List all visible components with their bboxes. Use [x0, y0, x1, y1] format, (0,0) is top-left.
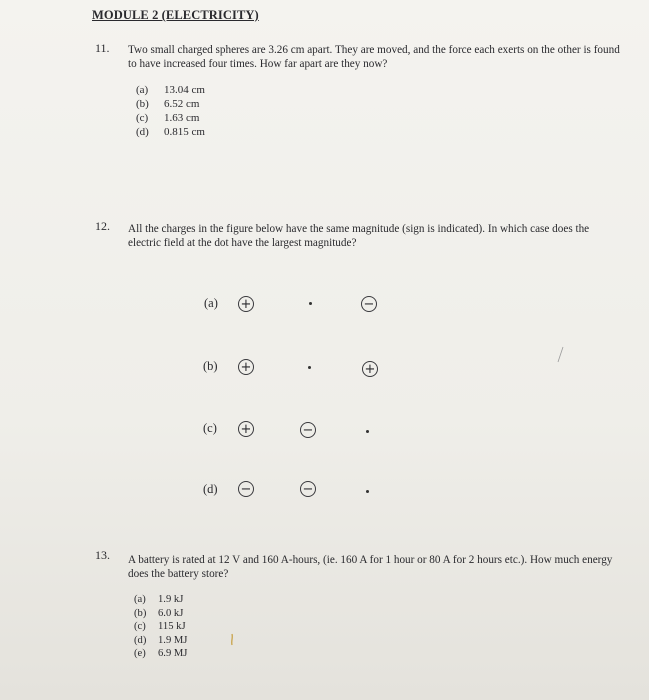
- figure-label-c: (c): [203, 421, 217, 435]
- question-13-options: [134, 593, 187, 661]
- question-12-number: 12.: [95, 219, 110, 233]
- field-point-dot: [366, 430, 369, 433]
- option-row: [134, 634, 187, 648]
- charge-negative: −: [238, 481, 254, 497]
- option-text: 1.63 cm: [164, 112, 200, 124]
- module-title: MODULE 2 (ELECTRICITY): [92, 8, 259, 22]
- charge-negative: −: [361, 296, 377, 312]
- option-label: (b): [134, 607, 147, 619]
- option-text: 6.9 MJ: [158, 648, 188, 659]
- option-row: [136, 125, 205, 139]
- option-label: (c): [136, 112, 149, 124]
- option-label: (d): [136, 126, 149, 138]
- option-row: [134, 607, 187, 621]
- question-11-options: [136, 83, 205, 139]
- option-text: 0.815 cm: [164, 126, 205, 138]
- option-label: (b): [136, 98, 149, 110]
- figure-label-d: (d): [203, 482, 218, 496]
- option-row: [136, 111, 205, 125]
- option-label: (a): [136, 84, 149, 96]
- charge-positive: +: [238, 359, 254, 375]
- option-label: (a): [134, 594, 146, 605]
- question-11-number: 11.: [95, 41, 110, 55]
- option-row: [134, 593, 187, 607]
- option-text: 6.52 cm: [164, 98, 200, 110]
- figure-label-b: (b): [203, 359, 218, 373]
- stray-pen-mark: [555, 345, 567, 365]
- charge-negative: −: [300, 422, 316, 438]
- option-text: 6.0 kJ: [158, 607, 184, 619]
- option-row: [134, 647, 187, 661]
- charge-positive: +: [362, 361, 378, 377]
- option-text: 1.9 MJ: [158, 634, 188, 646]
- field-point-dot: [366, 490, 369, 493]
- charge-positive: +: [238, 421, 254, 437]
- option-text: 1.9 kJ: [158, 594, 184, 605]
- field-point-dot: [308, 366, 311, 369]
- stray-pen-mark: [228, 632, 236, 648]
- option-text: 13.04 cm: [164, 84, 205, 96]
- charge-negative: −: [300, 481, 316, 497]
- question-13-number: 13.: [95, 548, 110, 562]
- option-label: (d): [134, 634, 147, 646]
- option-label: (c): [134, 621, 146, 632]
- option-row: [136, 97, 205, 111]
- option-label: (e): [134, 648, 146, 659]
- figure-label-a: (a): [204, 296, 218, 310]
- question-13-text: A battery is rated at 12 V and 160 A-hours, (ie. 160 A for 1 hour or 80 A for 2 hours etc.). How much energy does the battery store?: [128, 554, 613, 580]
- option-text: 115 kJ: [158, 621, 186, 632]
- option-row: [134, 620, 187, 634]
- field-point-dot: [309, 302, 312, 305]
- option-row: [136, 83, 205, 97]
- question-12-text: All the charges in the figure below have the same magnitude (sign is indicated). In which case does the electric field at the dot have the largest magnitude?: [128, 223, 590, 249]
- charge-positive: +: [238, 296, 254, 312]
- question-11-text: Two small charged spheres are 3.26 cm apart. They are moved, and the force each exerts on the other is found to have increased four times. How far apart are they now?: [128, 44, 620, 70]
